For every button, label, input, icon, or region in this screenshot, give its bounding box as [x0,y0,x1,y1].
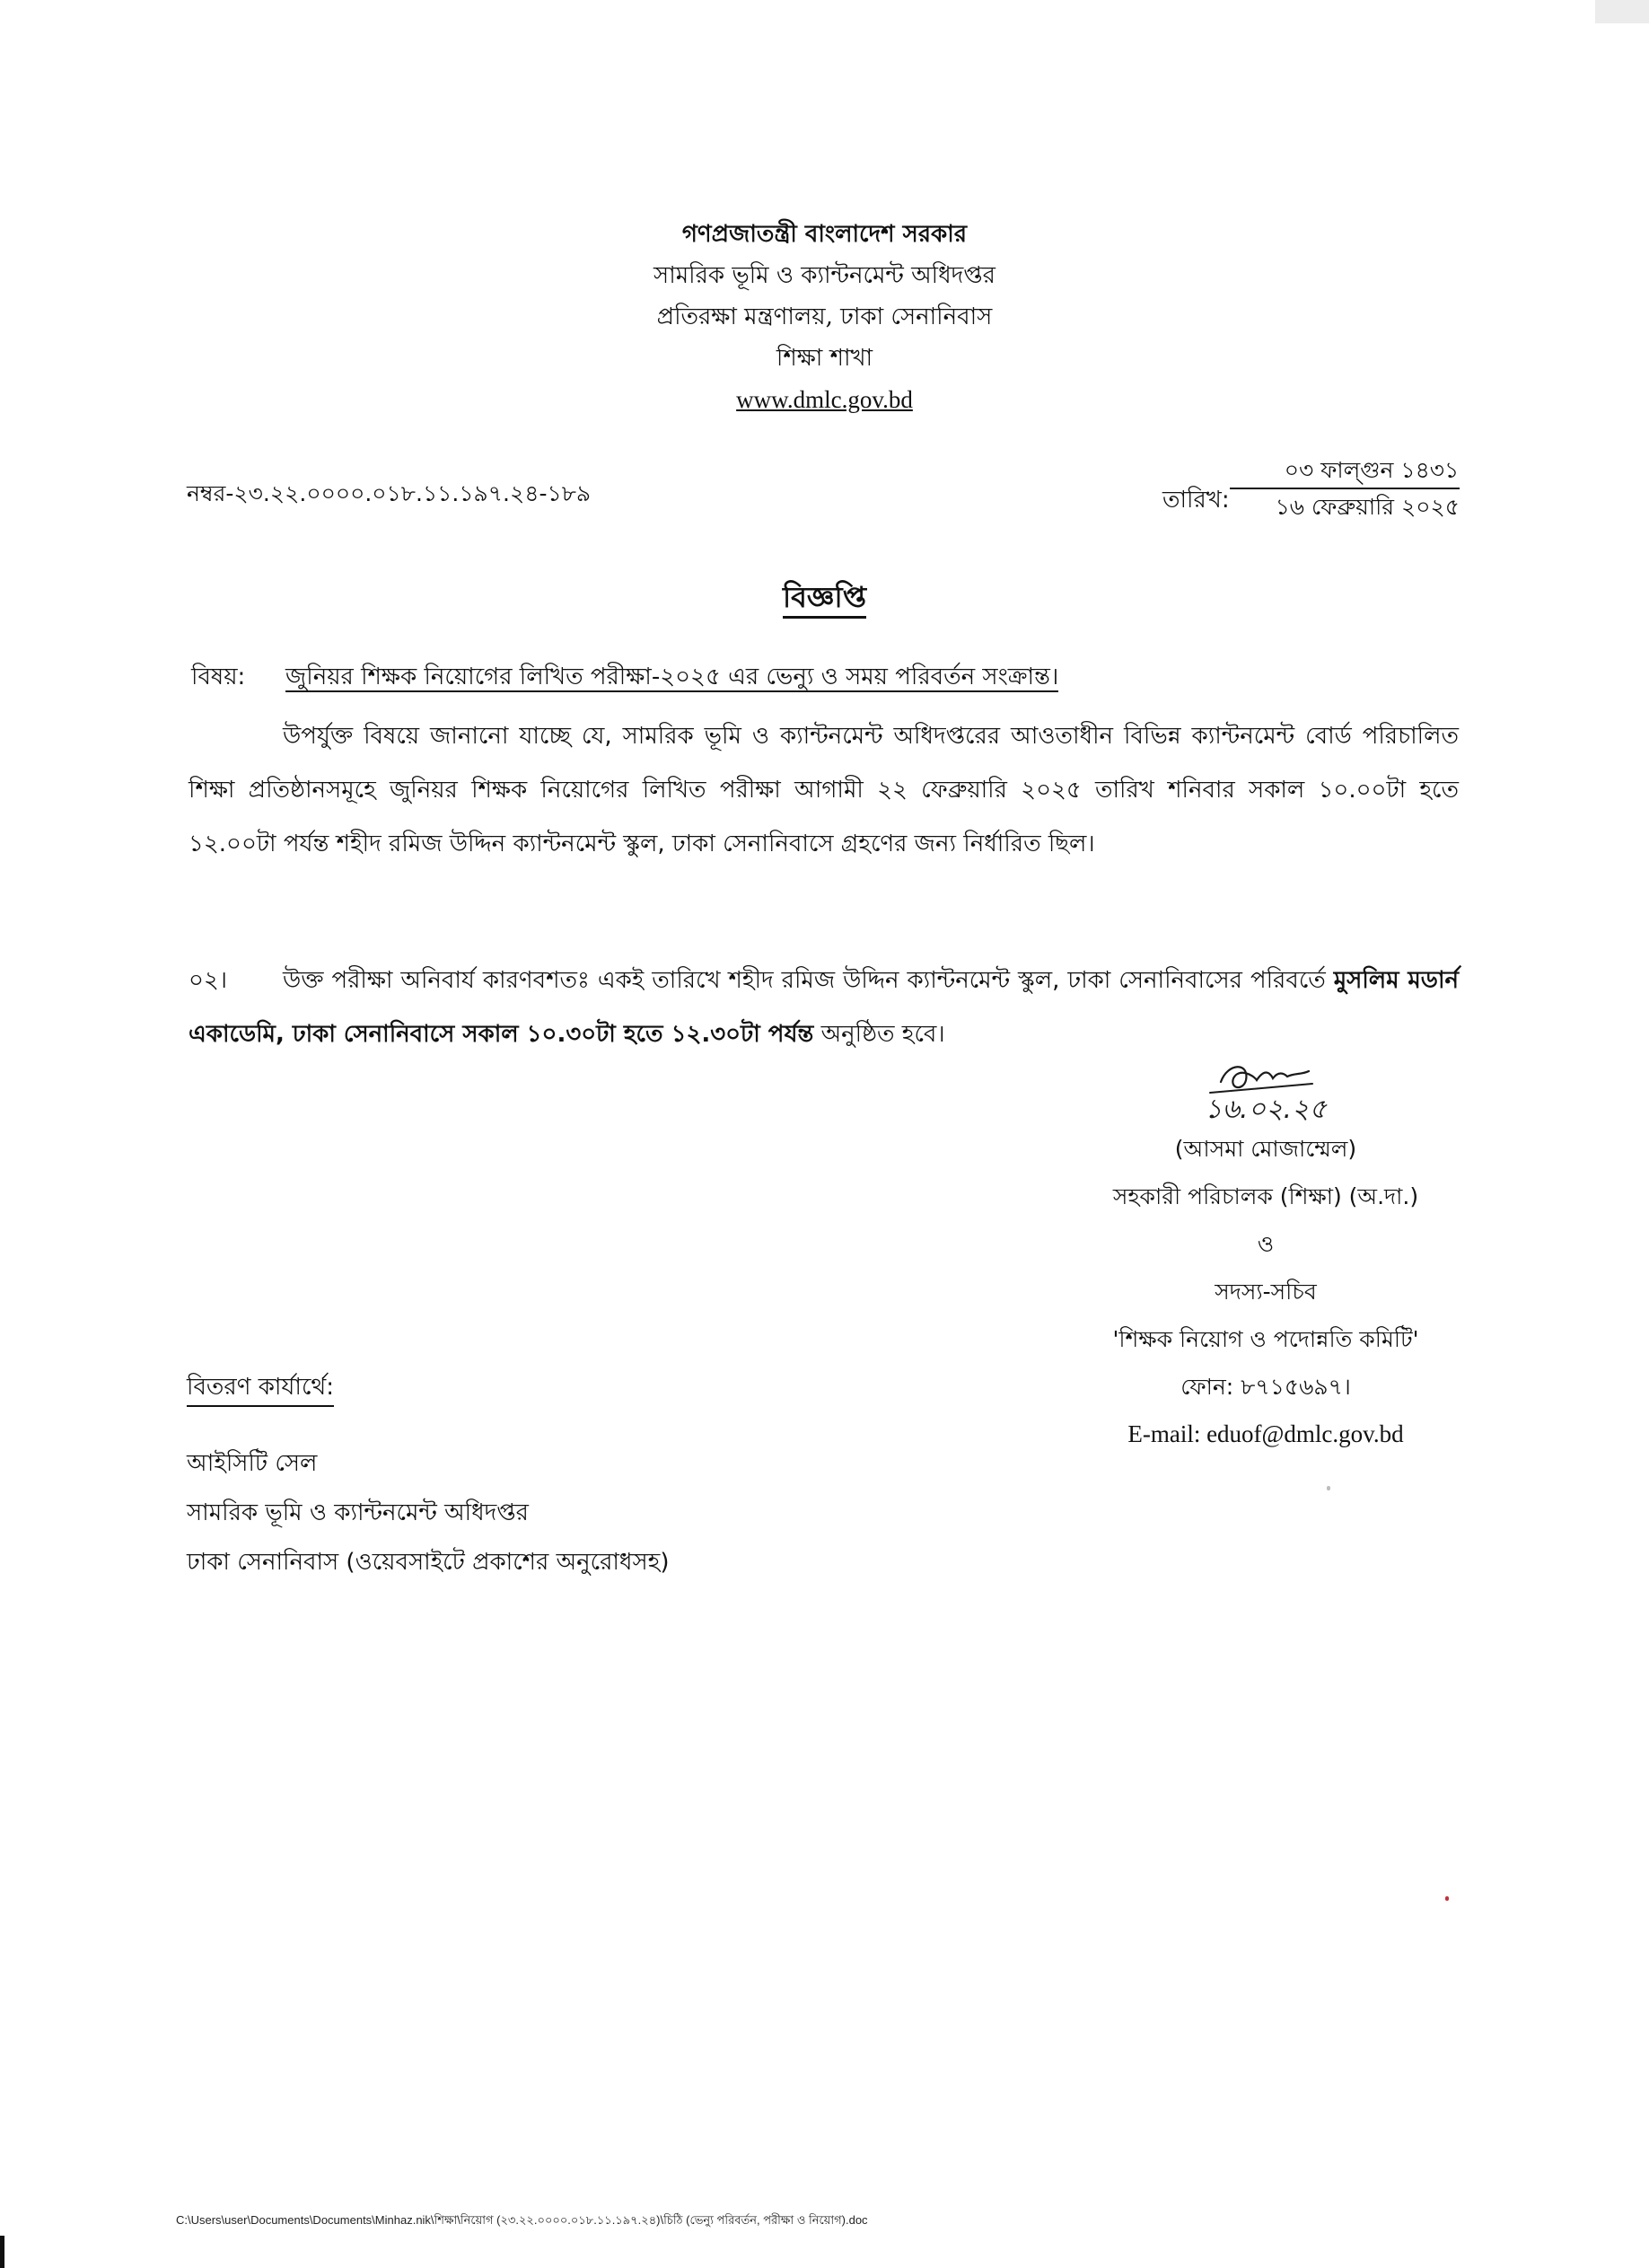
distribution-heading: বিতরণ কার্যার্থে: [187,1369,334,1407]
subject-line [191,658,1058,698]
file-path-footer: C:\Users\user\Documents\Documents\Minhaz.nik\শিক্ষা\নিয়োগ (২৩.২২.০০০০.০১৮.১১.১৯৭.২৪)\চিঠি (ভেন্যু পরিবর্তন, পরীক্ষা ও নিয়োগ).doc [176,2213,868,2227]
paragraph-two-end: অনুষ্ঠিত হবে। [813,1021,945,1048]
scan-edge-shadow [1595,0,1649,23]
subject-label: বিষয়: [191,664,246,690]
government-name: গণপ্রজাতন্ত্রী বাংলাদেশ সরকার [681,221,968,248]
signatory-role: সদস্য-সচিব [1215,1279,1317,1305]
scan-speck [1327,1486,1330,1490]
signatory-conjunction: ও [1257,1231,1275,1257]
signature-date: ১৬.০২.২৫ [1204,1094,1328,1125]
directorate-name: সামরিক ভূমি ও ক্যান্টনমেন্ট অধিদপ্তর [653,262,996,289]
date-label: তারিখ: [1162,487,1230,514]
handwritten-signature [1158,1055,1373,1125]
paragraph-two-start: উক্ত পরীক্ষা অনিবার্য কারণবশতঃ একই তারিখে শহীদ রমিজ উদ্দিন ক্যান্টনমেন্ট স্কুল, ঢাকা সেনানিবাসের পরিবর্তে [283,967,1334,994]
paragraph-one: উপর্যুক্ত বিষয়ে জানানো যাচ্ছে যে, সামরিক ভূমি ও ক্যান্টনমেন্ট অধিদপ্তরের আওতাধীন বিভিন্ন ক্যান্টনমেন্ট বোর্ড পরিচালিত শিক্ষা প্রতিষ্ঠানসমূহে জুনিয়র শিক্ষক নিয়োগের লিখিত পরীক্ষা আগামী ২২ ফেব্রুয়ারি ২০২৫ তারিখ শনিবার সকাল ১০.০০টা হতে ১২.০০টা পর্যন্ত শহীদ রমিজ উদ্দিন ক্যান্টনমেন্ট স্কুল, ঢাকা সেনানিবাসে গ্রহণের জন্য নির্ধারিত ছিল। [189,723,1459,857]
scan-speck [1445,1896,1449,1901]
letterhead [0,214,1649,420]
distribution-line: আইসিটি সেল [187,1450,318,1477]
subject-text: জুনিয়র শিক্ষক নিয়োগের লিখিত পরীক্ষা-২০২৫ এর ভেন্যু ও সময় পরিবর্তন সংক্রান্ত। [285,664,1059,690]
signatory-email[interactable]: E-mail: eduof@dmlc.gov.bd [1127,1420,1404,1447]
distribution-line: ঢাকা সেনানিবাস (ওয়েবসাইটে প্রকাশের অনুরোধসহ) [187,1549,670,1576]
signatory-phone: ফোন: ৮৭১৫৬৯৭। [1180,1374,1351,1400]
distribution-line: সামরিক ভূমি ও ক্যান্টনমেন্ট অধিদপ্তর [187,1499,529,1526]
signature-block [1041,1055,1490,1458]
date-block [1230,453,1460,525]
signatory-name: (আসমা মোজাম্মেল) [1174,1136,1357,1162]
paragraph-two [189,954,1459,1061]
paragraph-two-highlight: মুসলিম মডার্ন একাডেমি, ঢাকা সেনানিবাসে সকাল ১০.৩০টা হতে ১২.৩০টা পর্যন্ত [189,967,1459,1048]
date-gregorian: ১৬ ফেব্রুয়ারি ২০২৫ [1275,494,1460,520]
notice-title-text: বিজ্ঞপ্তি [783,580,866,619]
scan-edge-mark [0,2236,4,2268]
ministry-name: প্রতিরক্ষা মন্ত্রণালয়, ঢাকা সেনানিবাস [656,303,993,330]
signatory-committee: 'শিক্ষক নিয়োগ ও পদোন্নতি কমিটি' [1112,1326,1419,1352]
notice-title [0,575,1649,623]
reference-number: নম্বর-২৩.২২.০০০০.০১৮.১১.১৯৭.২৪-১৮৯ [187,480,592,506]
distribution-block [187,1369,669,1587]
signatory-designation: সহকারী পরিচালক (শিক্ষা) (অ.দা.) [1112,1183,1419,1209]
paragraph-two-number: ০২। [189,967,228,994]
branch-name: শিক্ষা শাখা [776,345,873,372]
website-link[interactable]: www.dmlc.gov.bd [736,386,913,413]
date-bangla: ০৩ ফাল্গুন ১৪৩১ [1230,453,1460,489]
